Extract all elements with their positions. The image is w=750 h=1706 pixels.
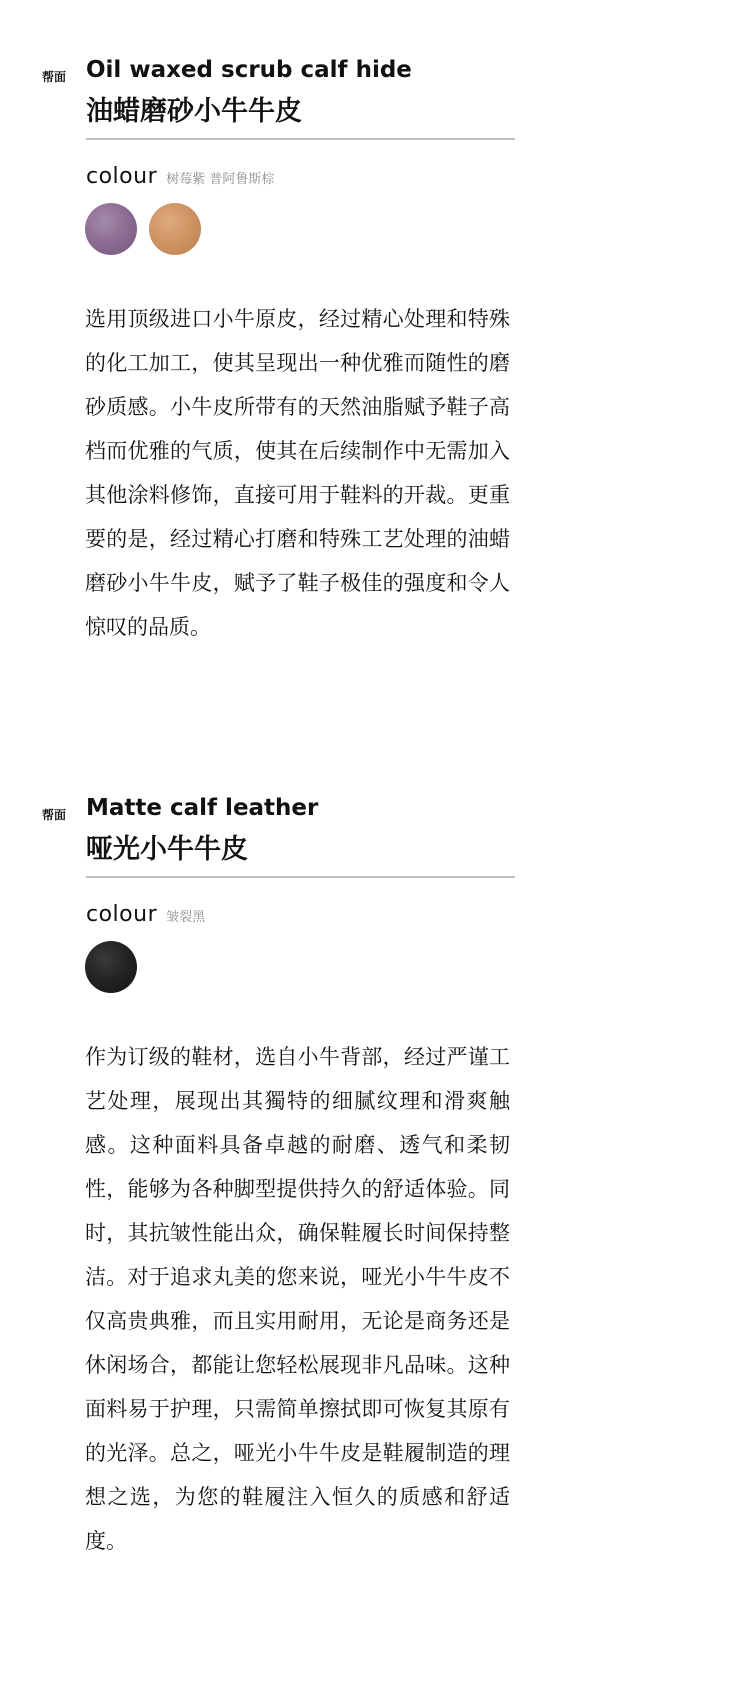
colour-label: colour bbox=[86, 164, 158, 189]
material-description: 选用顶级进口小牛原皮，经过精心处理和特殊的化工加工，使其呈现出一种优雅而随性的磨砂质感。小牛皮所带有的天然油脂赋予鞋子高档而优雅的气质，使其在后续制作中无需加入其他涂料修饰，直接可用于鞋料的开裁。更重要的是，经过精心打磨和特殊工艺处理的油蜡磨砂小牛牛皮，赋予了鞋子极佳的强度和令人惊叹的品质。 bbox=[85, 307, 510, 639]
colour-label: colour bbox=[86, 902, 158, 927]
swatch-brown[interactable] bbox=[149, 203, 201, 255]
material-title-en: Oil waxed scrub calf hide bbox=[86, 57, 412, 83]
section-divider bbox=[86, 876, 515, 878]
colour-names: 树莓紫 普阿鲁斯棕 bbox=[166, 172, 275, 187]
material-description: 作为订级的鞋材，选自小牛背部，经过严谨工艺处理，展现出其獨特的细腻纹理和滑爽触感。这种面料具备卓越的耐磨、透气和柔韧性，能够为各种脚型提供持久的舒适体验。同时，其抗皱性能出众，确保鞋履长时间保持整洁。对于追求丸美的您来说，哑光小牛牛皮不仅高贵典雅，而且实用耐用，无论是商务还是休闲场合，都能让您轻松展现非凡品味。这种面料易于护理，只需简单擦拭即可恢复其原有的光泽。总之，哑光小牛牛皮是鞋履制造的理想之选，为您的鞋履注入恒久的质感和舒适度。 bbox=[85, 1045, 510, 1553]
colour-row bbox=[86, 902, 205, 927]
section-divider bbox=[86, 138, 515, 140]
upper-tag: 帮面 bbox=[42, 70, 67, 84]
material-section-oil-waxed bbox=[0, 0, 750, 700]
material-title-cn: 哑光小牛牛皮 bbox=[86, 834, 248, 865]
material-title-en: Matte calf leather bbox=[86, 795, 319, 821]
material-title-cn: 油蜡磨砂小牛牛皮 bbox=[86, 96, 302, 127]
upper-tag: 帮面 bbox=[42, 808, 67, 822]
colour-row bbox=[86, 164, 274, 189]
swatch-raspberry-purple[interactable] bbox=[85, 203, 137, 255]
swatch-crackle-black[interactable] bbox=[85, 941, 137, 993]
colour-names: 皱裂黑 bbox=[166, 910, 206, 925]
